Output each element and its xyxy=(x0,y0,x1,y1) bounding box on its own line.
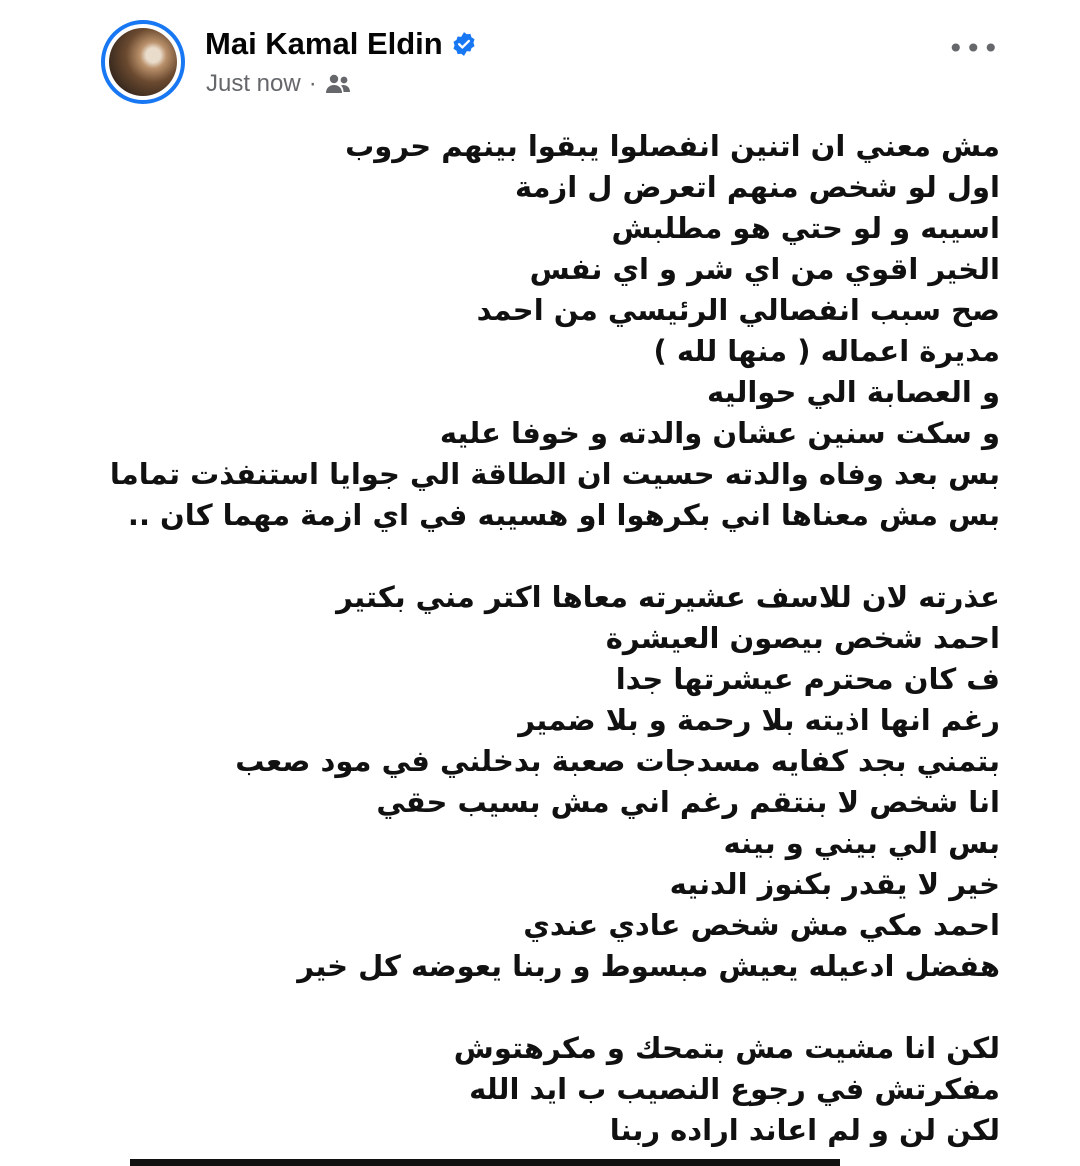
post-timestamp[interactable]: Just now xyxy=(206,70,301,97)
more-options-icon[interactable]: ••• xyxy=(947,32,1000,65)
post-text-line: بس بعد وفاه والدته حسيت ان الطاقة الي جوايا استنفذت تماما xyxy=(109,457,1000,491)
post-text-line: مش معني ان اتنين انفصلوا يبقوا بينهم حروب xyxy=(345,129,1000,163)
post-text-line: رغم انها اذيته بلا رحمة و بلا ضمير xyxy=(518,703,1000,737)
avatar-image xyxy=(109,28,177,96)
post-text-line: لكن انا مشيت مش بتمحك و مكرهتوش xyxy=(453,1031,1000,1065)
post-text-line: اول لو شخص منهم اتعرض ل ازمة xyxy=(514,170,1000,204)
post-text-line: احمد شخص بيصون العيشرة xyxy=(605,621,1000,655)
post-text-line: مفكرتش في رجوع النصيب ب ايد الله xyxy=(469,1072,1000,1106)
post-text-line: صح سبب انفصالي الرئيسي من احمد xyxy=(476,293,1000,327)
post-text-line: بتمني بجد كفايه مسدجات صعبة بدخلني في مود صعب xyxy=(235,744,1000,778)
post-text-line: و العصابة الي حواليه xyxy=(707,375,1000,409)
paragraph-gap xyxy=(100,987,1000,1028)
post-text-line: مديرة اعماله ( منها لله ) xyxy=(653,334,1000,368)
meta-separator: · xyxy=(308,70,317,97)
post-text-line: و سكت سنين عشان والدته و خوفا عليه xyxy=(439,416,1000,450)
author-name[interactable]: Mai Kamal Eldin xyxy=(205,26,443,61)
verified-badge-icon xyxy=(451,31,477,57)
friends-icon xyxy=(325,74,351,94)
paragraph-gap xyxy=(100,536,1000,577)
post-text-line: ف كان محترم عيشرتها جدا xyxy=(615,662,1000,696)
divider xyxy=(130,1159,840,1166)
post-text-line: انا شخص لا بنتقم رغم اني مش بسيب حقي xyxy=(376,785,1000,819)
post-text-line: احمد مكي مش شخص عادي عندي xyxy=(523,908,1000,942)
post-text-line: عذرته لان للاسف عشيرته معاها اكتر مني بكتير xyxy=(336,580,1000,614)
post-text-line: بس الي بيني و بينه xyxy=(723,826,1000,860)
post-text-line: لكن لن و لم اعاند اراده ربنا xyxy=(609,1113,1000,1147)
post-text-line: اسيبه و لو حتي هو مطلبش xyxy=(611,211,1000,245)
post-text-line: بس مش معناها اني بكرهوا او هسيبه في اي ازمة مهما كان .. xyxy=(127,498,1000,532)
avatar[interactable] xyxy=(101,20,185,104)
post-text-line: هفضل ادعيله يعيش مبسوط و ربنا يعوضه كل خير xyxy=(297,949,1000,983)
post-text xyxy=(100,126,1000,1151)
post-text-line: الخير اقوي من اي شر و اي نفس xyxy=(529,252,1000,286)
post-text-line: خير لا يقدر بكنوز الدنيه xyxy=(669,867,1000,901)
